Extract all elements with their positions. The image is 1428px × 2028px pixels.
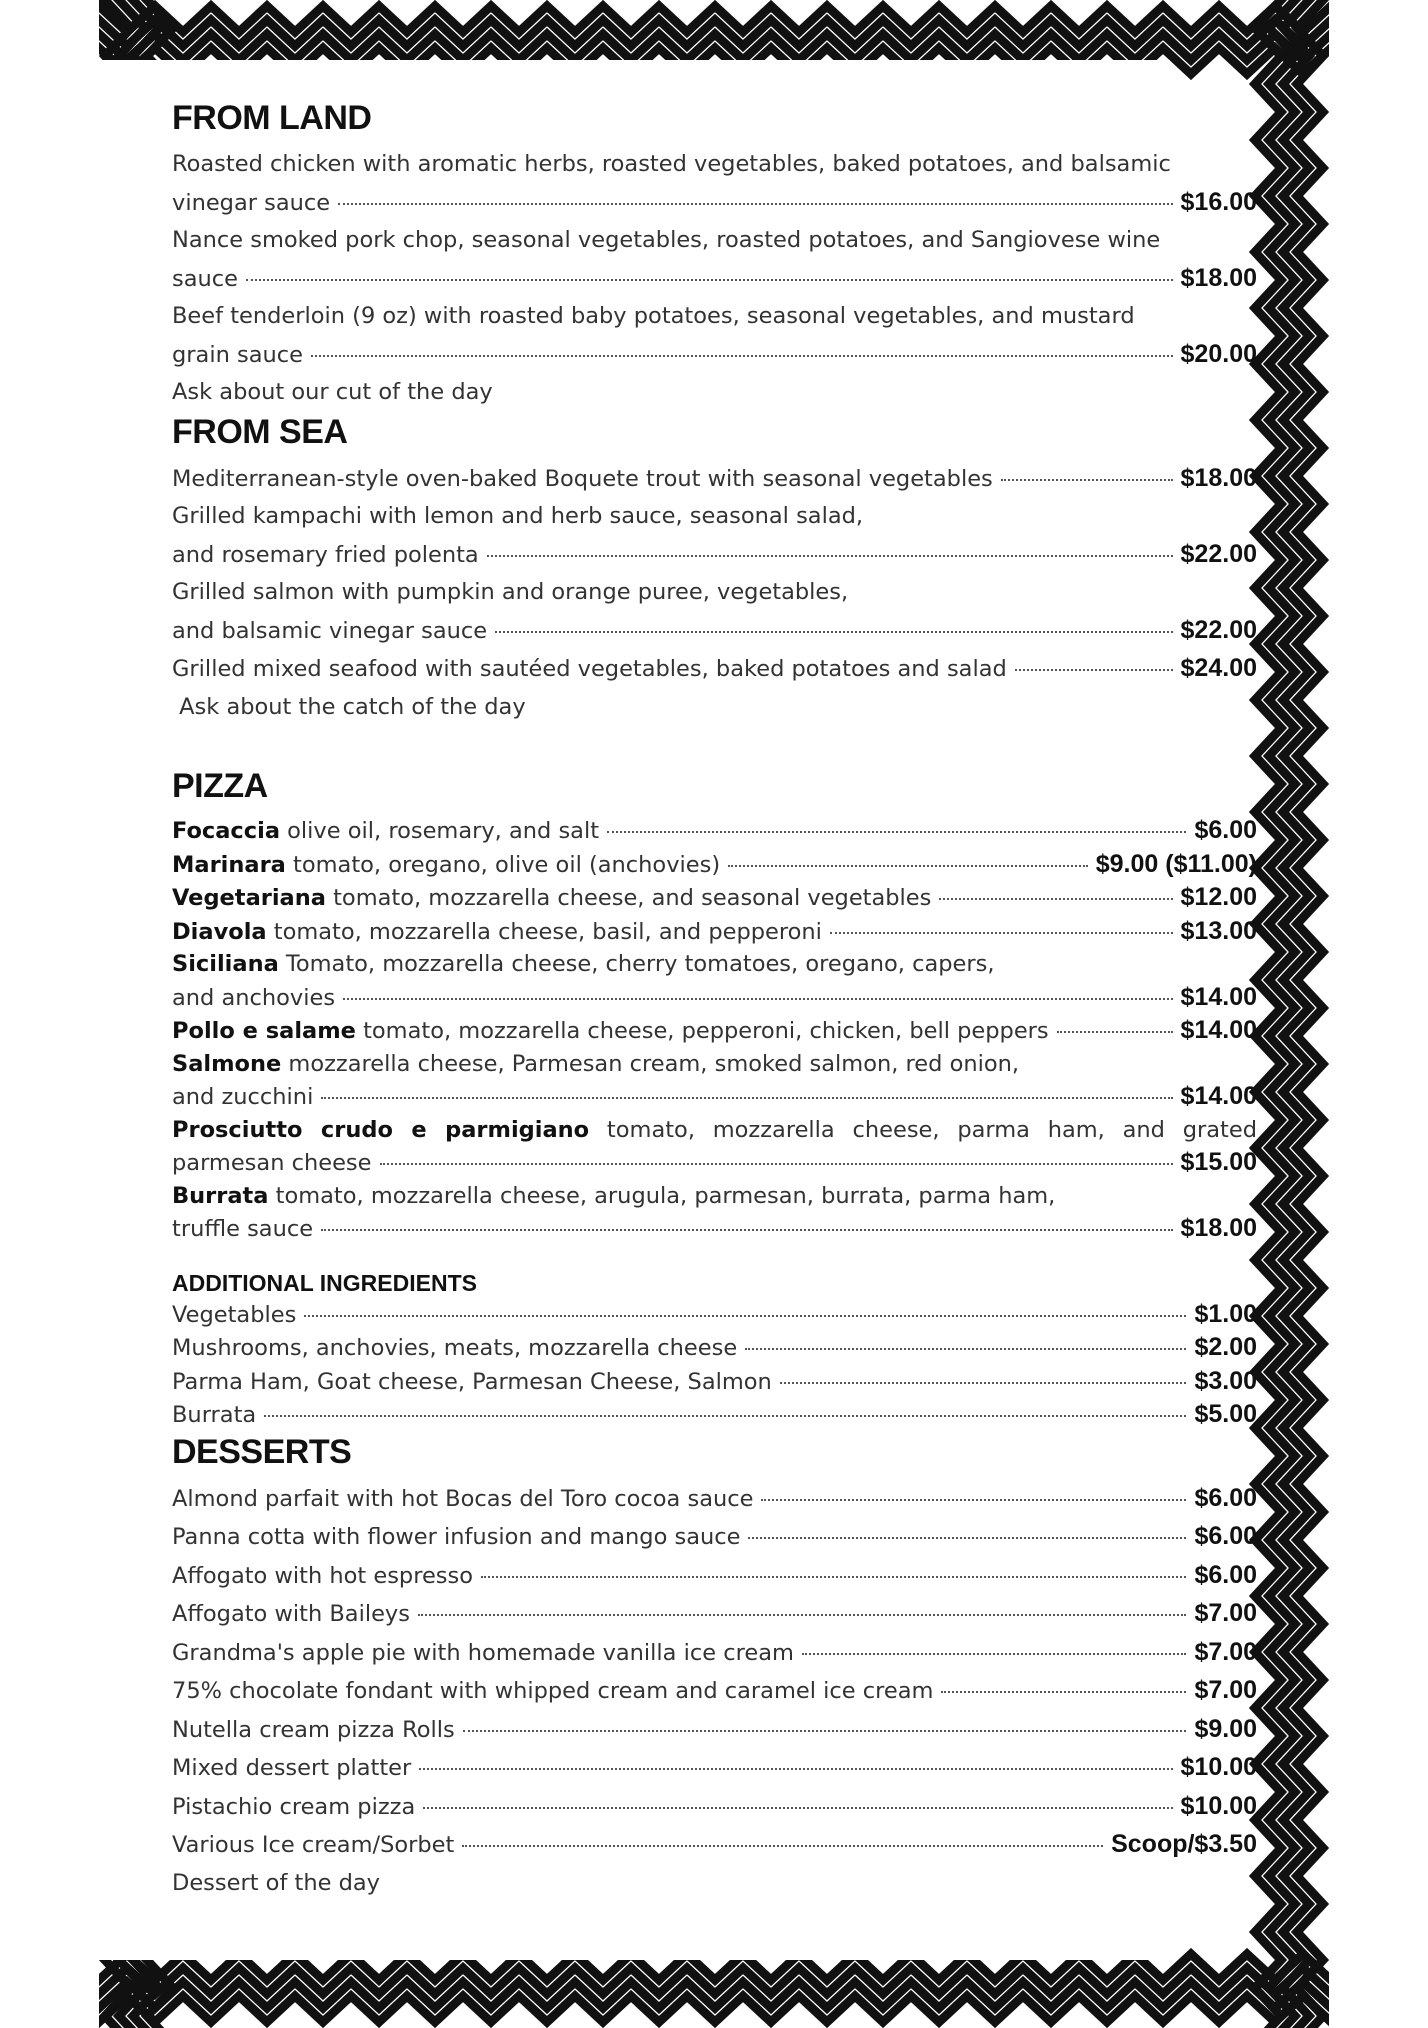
menu-item: Vegetariana tomato, mozzarella cheese, and seasonal vegetables $12.00 [172, 881, 1257, 915]
price: $10.00 [1180, 1753, 1257, 1781]
price: $13.00 [1180, 916, 1257, 945]
menu-item: Various Ice cream/Sorbet Scoop/$3.50 [172, 1826, 1257, 1865]
menu-item: Siciliana Tomato, mozzarella cheese, cherry tomatoes, oregano, capers, and anchovies $14.00 [172, 948, 1257, 1014]
menu-item: Almond parfait with hot Bocas del Toro cocoa sauce $6.00 [172, 1480, 1257, 1519]
price: $18.00 [1180, 263, 1257, 292]
price: $6.00 [1194, 816, 1257, 844]
menu-item: Mediterranean-style oven-baked Boquete trout with seasonal vegetables $18.00 [172, 460, 1257, 499]
section-pizza [172, 766, 1257, 1246]
price: $18.00 [1180, 1214, 1257, 1242]
price: $7.00 [1194, 1637, 1257, 1666]
menu-item: Grilled salmon with pumpkin and orange puree, vegetables, and balsamic vinegar sauce $22.00 [172, 574, 1257, 650]
price: $15.00 [1180, 1148, 1257, 1176]
menu-item: Pistachio cream pizza $10.00 [172, 1788, 1257, 1827]
price: $1.00 [1194, 1299, 1257, 1328]
price: $22.00 [1180, 539, 1257, 568]
menu-item: Burrata tomato, mozzarella cheese, arugula, parmesan, burrata, parma ham, truffle sauce $18.00 [172, 1180, 1257, 1246]
price: $16.00 [1180, 187, 1257, 216]
dessert-list [172, 1480, 1257, 1865]
menu-item: Vegetables $1.00 [172, 1298, 1257, 1332]
price: $22.00 [1180, 615, 1257, 644]
price: $3.00 [1194, 1366, 1257, 1395]
price: $12.00 [1180, 883, 1257, 911]
price: $5.00 [1194, 1400, 1257, 1428]
menu-item: Parma Ham, Goat cheese, Parmesan Cheese, Salmon $3.00 [172, 1365, 1257, 1399]
menu-item: Marinara tomato, oregano, olive oil (anchovies) $9.00 ($11.00) [172, 848, 1257, 882]
price: $24.00 [1180, 654, 1257, 682]
price: $20.00 [1180, 339, 1257, 368]
menu-item: 75% chocolate fondant with whipped cream and caramel ice cream $7.00 [172, 1672, 1257, 1711]
section-desserts [172, 1432, 1257, 1903]
price: $6.00 [1194, 1560, 1257, 1589]
menu-item: Mixed dessert platter $10.00 [172, 1749, 1257, 1788]
price: $6.00 [1194, 1522, 1257, 1550]
section-from-sea [172, 412, 1257, 727]
menu-note: Ask about our cut of the day [172, 379, 493, 405]
menu-item: Nutella cream pizza Rolls $9.00 [172, 1711, 1257, 1750]
menu-item: Mushrooms, anchovies, meats, mozzarella cheese $2.00 [172, 1331, 1257, 1365]
price: $10.00 [1180, 1791, 1257, 1820]
menu-note: Ask about the catch of the day [172, 693, 526, 720]
price: $9.00 [1194, 1714, 1257, 1743]
price: $6.00 [1194, 1483, 1257, 1512]
menu-item: Grilled kampachi with lemon and herb sauce, seasonal salad, and rosemary fried polenta $22.00 [172, 498, 1257, 574]
menu-item: Beef tenderloin (9 oz) with roasted baby potatoes, seasonal vegetables, and mustard grain sauce $20.00 [172, 298, 1257, 374]
price: $7.00 [1194, 1599, 1257, 1627]
price: Scoop/$3.50 [1111, 1830, 1257, 1858]
section-additional-ingredients [172, 1268, 1257, 1432]
menu-item: Salmone mozzarella cheese, Parmesan cream, smoked salmon, red onion, and zucchini $14.00 [172, 1048, 1257, 1114]
section-title-from-sea: FROM SEA [172, 412, 348, 451]
menu-item: Grandma's apple pie with homemade vanilla ice cream $7.00 [172, 1634, 1257, 1673]
price: $14.00 [1180, 1016, 1257, 1044]
menu-item: Burrata $5.00 [172, 1398, 1257, 1432]
price: $14.00 [1180, 982, 1257, 1011]
section-from-land [172, 98, 1257, 412]
menu-content [172, 98, 1257, 1902]
price: $18.00 [1180, 463, 1257, 492]
menu-item: Pollo e salame tomato, mozzarella cheese, pepperoni, chicken, bell peppers $14.00 [172, 1014, 1257, 1048]
menu-item: Focaccia olive oil, rosemary, and salt $6.00 [172, 814, 1257, 848]
menu-item: Roasted chicken with aromatic herbs, roasted vegetables, baked potatoes, and balsamic vinegar sauce $16.00 [172, 146, 1257, 222]
section-title-from-land: FROM LAND [172, 99, 372, 137]
menu-item: Affogato with hot espresso $6.00 [172, 1557, 1257, 1596]
menu-item: Prosciutto crudo e parmigiano tomato, mozzarella cheese, parma ham, and grated parmesan cheese $15.00 [172, 1114, 1257, 1180]
section-title-desserts: DESSERTS [172, 1432, 352, 1471]
price: $2.00 [1194, 1333, 1257, 1361]
price: $14.00 [1180, 1082, 1257, 1110]
price: $7.00 [1194, 1676, 1257, 1704]
price: $9.00 ($11.00) [1095, 849, 1257, 878]
menu-item: Diavola tomato, mozzarella cheese, basil, and pepperoni $13.00 [172, 915, 1257, 949]
menu-item: Affogato with Baileys $7.00 [172, 1595, 1257, 1634]
section-title-additional: ADDITIONAL INGREDIENTS [172, 1269, 477, 1296]
section-title-pizza: PIZZA [172, 767, 268, 805]
menu-note: Dessert of the day [172, 1869, 380, 1896]
menu-item: Nance smoked pork chop, seasonal vegetables, roasted potatoes, and Sangiovese wine sauce $18.00 [172, 222, 1257, 298]
menu-item: Panna cotta with flower infusion and mango sauce $6.00 [172, 1518, 1257, 1557]
menu-item: Grilled mixed seafood with sautéed vegetables, baked potatoes and salad $24.00 [172, 650, 1257, 689]
